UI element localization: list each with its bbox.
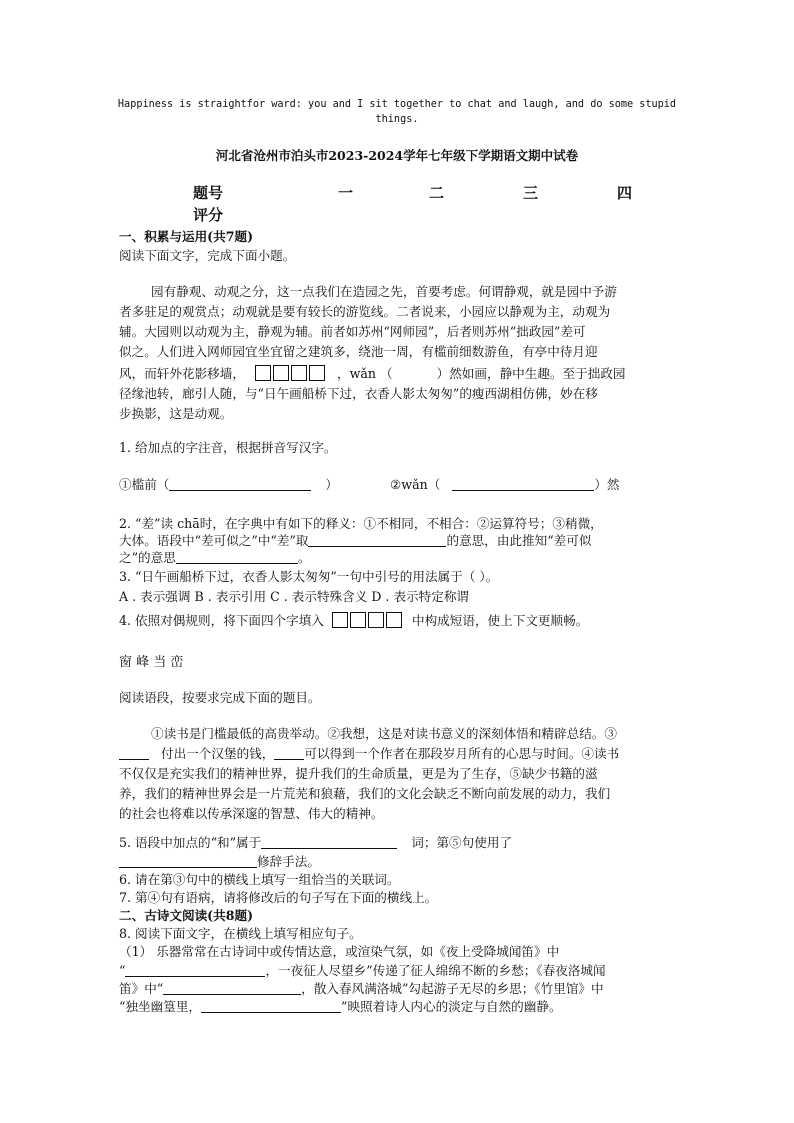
passage-text: ）然如画，静中生趣。至于拙政园 [436, 366, 626, 381]
q8-text: 笛》中“ [119, 981, 164, 996]
question-3-options: A . 表示强调 B . 表示引用 C . 表示特殊含义 D . 表示特定称谓 [119, 589, 470, 604]
passage2-text: 可以得到一个作者在那段岁月所有的心思与时间。④读书 [304, 746, 620, 761]
section-2-heading: 二、古诗文阅读(共8题) [119, 908, 254, 923]
question-2-line [119, 547, 310, 566]
passage-line: 者多驻足的观赏点；动观就是要有较长的游览线。二者说来，小园应以静观为主，动观为 [119, 304, 611, 319]
passage-line: 步换影，这是动观。 [119, 406, 233, 421]
q8-text: ”映照着诗人内心的淡定与自然的幽静。 [341, 999, 562, 1014]
question-8-line: （1） 乐器常常在古诗词中或传情达意，或渲染气氛，如《夜上受降城闻笛》中 [119, 944, 560, 959]
question-1: 1. 给加点的字注音，根据拼音写汉字。 [119, 440, 337, 455]
four-char-boxes [332, 612, 404, 631]
q1-a-blank[interactable] [169, 476, 311, 491]
question-8-line [119, 960, 606, 979]
section-1-intro-2: 阅读语段，按要求完成下面的题目。 [119, 690, 321, 705]
passage2-line [119, 743, 619, 762]
q2-text: 的意思，由此推知“差可似 [446, 533, 592, 548]
question-3: 3. “日午画船桥下过，衣香人影太匆匆”一句中引号的用法属于（ ）。 [119, 569, 499, 584]
q2-blank-2[interactable] [176, 549, 298, 564]
q2-blank-1[interactable] [308, 532, 446, 547]
question-6: 6. 请在第③句中的横线上填写一组恰当的关联词。 [119, 872, 400, 887]
question-2-line: 2. “差”读 chā时，在字典中有如下的释义：①不相同，不相合：②运算符号；③稍微， [119, 516, 603, 531]
four-char-boxes [255, 365, 327, 384]
passage-line: 似之。人们进入网师园宜坐宜留之建筑多，绕池一周，有槛前细数游鱼，有亭中待月迎 [119, 344, 598, 359]
candidate-chars: 窗 峰 当 峦 [119, 655, 184, 670]
exam-title: 河北省沧州市泊头市2023-2024学年七年级下学期语文期中试卷 [215, 148, 579, 163]
passage2-text: 付出一个汉堡的钱， [161, 746, 275, 761]
q5-blank-1[interactable] [261, 834, 397, 849]
passage-text: ，wǎn （ [336, 366, 393, 381]
passage2-line: 不仅仅是充实我们的精神世界，提升我们的生命质量，更是为了生存，⑤缺少书籍的滋 [119, 766, 598, 781]
question-8-line [119, 978, 604, 997]
section-1-heading: 一、积累与运用(共7题) [119, 229, 254, 244]
q4-text: 中构成短语，使上下文更顺畅。 [411, 613, 589, 628]
q1-b-end: ）然 [594, 477, 620, 492]
passage2-blank-2[interactable] [274, 745, 304, 760]
tagline-line-2: things. [375, 114, 419, 125]
question-4 [119, 610, 588, 631]
passage-line [119, 363, 626, 384]
score-col-3: 三 [523, 184, 539, 202]
passage2-line: 的社会也将难以传承深邃的智慧、伟大的精神。 [119, 806, 384, 821]
score-col-2: 二 [429, 184, 445, 202]
q8-text: “ [119, 963, 126, 978]
question-5-cont [119, 851, 320, 870]
q4-text: 4. 依照对偶规则，将下面四个字填入 [119, 613, 324, 628]
q5-blank-2[interactable] [119, 853, 257, 868]
question-7: 7. 第④句有语病，请将修改后的句子写在下面的横线上。 [119, 890, 438, 905]
q2-text: 。 [297, 550, 311, 565]
q8-text: ，散入春风满洛城”勾起游子无尽的乡思；《竹里馆》中 [301, 981, 604, 996]
passage2-line: 养，我们的精神世界会是一片荒芜和狼藉，我们的文化会缺乏不断向前发展的动力，我们 [119, 786, 611, 801]
tagline [100, 97, 694, 127]
q5-text: 修辞手法。 [257, 854, 320, 869]
passage-line: 园有静观、动观之分，这一点我们在造园之先，首要考虑。何谓静观，就是园中予游 [151, 284, 617, 299]
q8-blank-2[interactable] [163, 980, 301, 995]
score-col-4: 四 [617, 184, 633, 202]
question-8: 8. 阅读下面文字，在横线上填写相应句子。 [119, 926, 362, 941]
passage-line: 辅。大园则以动观为主，静观为辅。前者如苏州“网师园”，后者则苏州“拙政园”差可 [119, 324, 586, 339]
question-8-line [119, 996, 562, 1015]
q1-a-end: ） [325, 477, 338, 492]
passage2-blank-1[interactable] [119, 745, 149, 760]
q8-blank-3[interactable] [201, 998, 341, 1013]
question-1-items [119, 474, 620, 493]
q1-a-label: ①槛前（ [119, 477, 170, 492]
q5-text: 5. 语段中加点的“和”属于 [119, 835, 262, 850]
q2-text: 之”的意思 [119, 550, 176, 565]
q8-text: ，一夜征人尽望乡”传递了征人绵绵不断的乡愁；《春夜洛城闻 [265, 963, 606, 978]
q2-text: 大体。语段中“差可似之”中“差”取 [119, 533, 309, 548]
q1-b-label: ②wǎn（ [390, 477, 441, 492]
tagline-line-1: Happiness is straightfor ward: you and I sit together to chat and laugh, and do some stupid [117, 99, 677, 110]
q8-text: “独坐幽篁里， [119, 999, 202, 1014]
score-table-label-score: 评分 [193, 206, 224, 224]
q1-b-blank[interactable] [452, 476, 594, 491]
q5-text: 词；第⑤句使用了 [411, 835, 513, 850]
score-table-label-number: 题号 [193, 184, 224, 202]
q8-blank-1[interactable] [125, 962, 265, 977]
section-1-intro: 阅读下面文字，完成下面小题。 [119, 248, 296, 263]
passage-line: 径缘池转，廊引人随，与“日午画船桥下过，衣香人影太匆匆”的瘦西湖相仿佛，妙在移 [119, 386, 598, 401]
passage2-line: ①读书是门槛最低的高贵举动。②我想，这是对读书意义的深刻体悟和精辟总结。③ [151, 726, 617, 741]
passage-text: 风，而轩外花影移墙， [119, 366, 245, 381]
question-5 [119, 832, 512, 851]
score-col-1: 一 [338, 184, 354, 202]
